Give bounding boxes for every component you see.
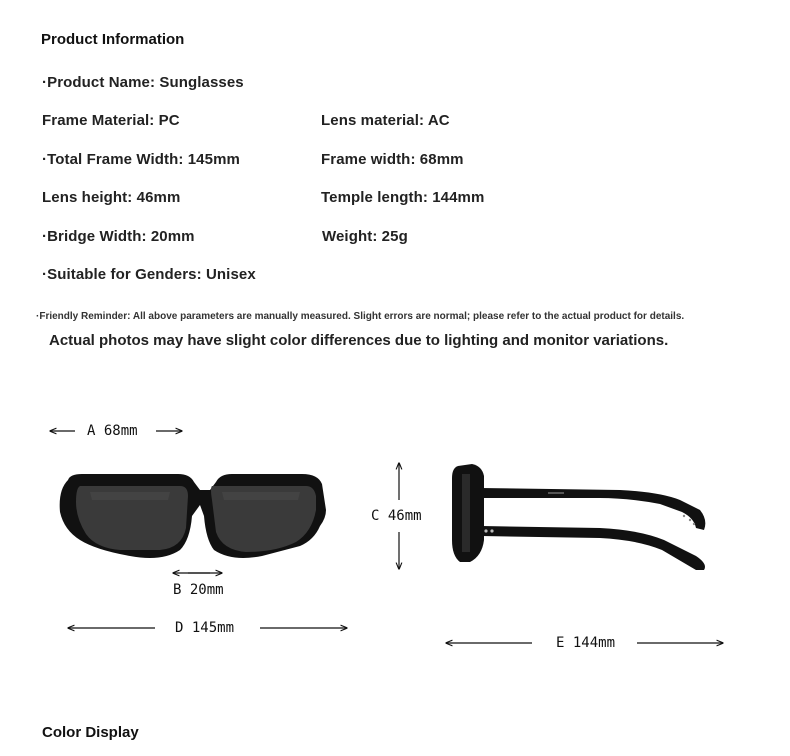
side-view-glasses-icon bbox=[452, 464, 705, 570]
dimension-a-label: A 68mm bbox=[87, 423, 138, 439]
spec-genders: ·Suitable for Genders: Unisex bbox=[42, 266, 256, 283]
spec-bridge-width: ·Bridge Width: 20mm bbox=[42, 228, 195, 245]
dimension-b-label: B 20mm bbox=[173, 582, 224, 598]
photo-color-note: Actual photos may have slight color differences due to lighting and monitor variations. bbox=[49, 332, 669, 349]
spec-lens-material: Lens material: AC bbox=[321, 112, 450, 129]
color-display-heading: Color Display bbox=[42, 724, 139, 741]
friendly-reminder: ·Friendly Reminder: All above parameters are manually measured. Slight errors are normal; please refer to the actual product for details. bbox=[36, 311, 685, 322]
front-view-glasses-icon bbox=[60, 474, 326, 558]
spec-temple-length: Temple length: 144mm bbox=[321, 189, 485, 206]
dimension-e-label: E 144mm bbox=[556, 635, 616, 651]
spec-lens-height: Lens height: 46mm bbox=[42, 189, 181, 206]
dimension-d-label: D 145mm bbox=[175, 620, 235, 636]
spec-frame-width: Frame width: 68mm bbox=[321, 151, 464, 168]
dimension-c-label: C 46mm bbox=[371, 508, 422, 524]
spec-weight: Weight: 25g bbox=[322, 228, 408, 245]
spec-product-name: ·Product Name: Sunglasses bbox=[42, 74, 244, 91]
product-info-heading: Product Information bbox=[41, 31, 185, 48]
spec-frame-material: Frame Material: PC bbox=[42, 112, 180, 129]
spec-total-frame-width: ·Total Frame Width: 145mm bbox=[42, 151, 240, 168]
